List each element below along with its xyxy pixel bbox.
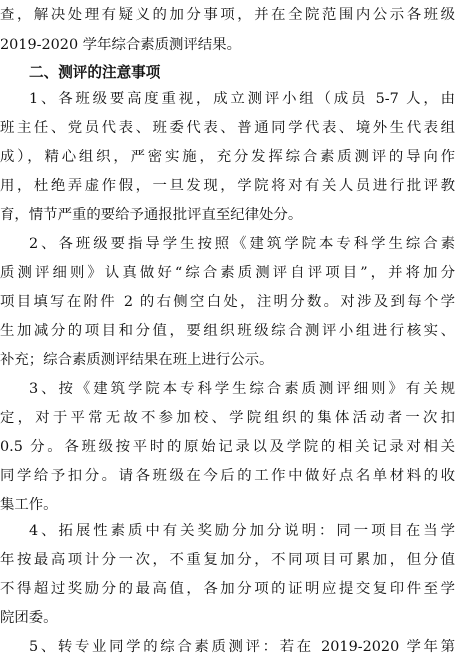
paragraph-line: 0.5 分。各班级按平时的原始记录以及学院的相关记录对相关 — [0, 439, 455, 455]
paragraph-line: 查，解决处理有疑义的加分事项，并在全院范围内公示各班级 — [0, 7, 455, 23]
paragraph-line: 3、按《建筑学院本专科学生综合素质测评细则》有关规 — [29, 381, 455, 397]
paragraph-line: 年按最高项计分一次，不重复加分，不同项目可累加，但分值 — [0, 552, 455, 568]
paragraph-line: 不得超过奖励分的最高值，各加分项的证明应提交复印件至学 — [0, 581, 455, 597]
paragraph-line: 同学给予扣分。请各班级在今后的工作中做好点名单材料的收 — [0, 468, 455, 484]
paragraph-line: 用，杜绝弄虚作假，一旦发现，学院将对有关人员进行批评教 — [0, 178, 455, 194]
paragraph-line: 项目填写在附件 2 的右侧空白处，注明分数。对涉及到每个学 — [0, 294, 455, 310]
paragraph-line: 班主任、党员代表、班委代表、普通同学代表、境外生代表组 — [0, 120, 455, 136]
paragraph-line: 院团委。 — [0, 610, 58, 626]
paragraph-line: 成），精心组织，严密实施，充分发挥综合素质测评的导向作 — [0, 149, 455, 165]
paragraph-line: 定，对于平常无故不参加校、学院组织的集体活动者一次扣 — [0, 410, 455, 426]
paragraph-line: 育，情节严重的要给予通报批评直至纪律处分。 — [0, 207, 303, 223]
paragraph-line: 5、转专业同学的综合素质测评：若在 2019-2020 学年第 — [29, 639, 455, 655]
section-heading: 二、测评的注意事项 — [29, 64, 161, 81]
paragraph-line: 2019-2020 学年综合素质测评结果。 — [0, 37, 241, 53]
paragraph-line: 集工作。 — [0, 497, 58, 513]
paragraph-line: 质测评细则》认真做好“综合素质测评自评项目”，并将加分 — [0, 265, 455, 281]
paragraph-line: 补充；综合素质测评结果在班上进行公示。 — [0, 352, 274, 368]
paragraph-line: 生加减分的项目和分值，要组织班级综合测评小组进行核实、 — [0, 323, 455, 339]
paragraph-line: 4、拓展性素质中有关奖励分加分说明：同一项目在当学 — [29, 523, 455, 539]
paragraph-line: 1、各班级要高度重视，成立测评小组（成员 5-7 人，由 — [29, 91, 455, 107]
paragraph-line: 2、各班级要指导学生按照《建筑学院本专科学生综合素 — [29, 236, 455, 252]
